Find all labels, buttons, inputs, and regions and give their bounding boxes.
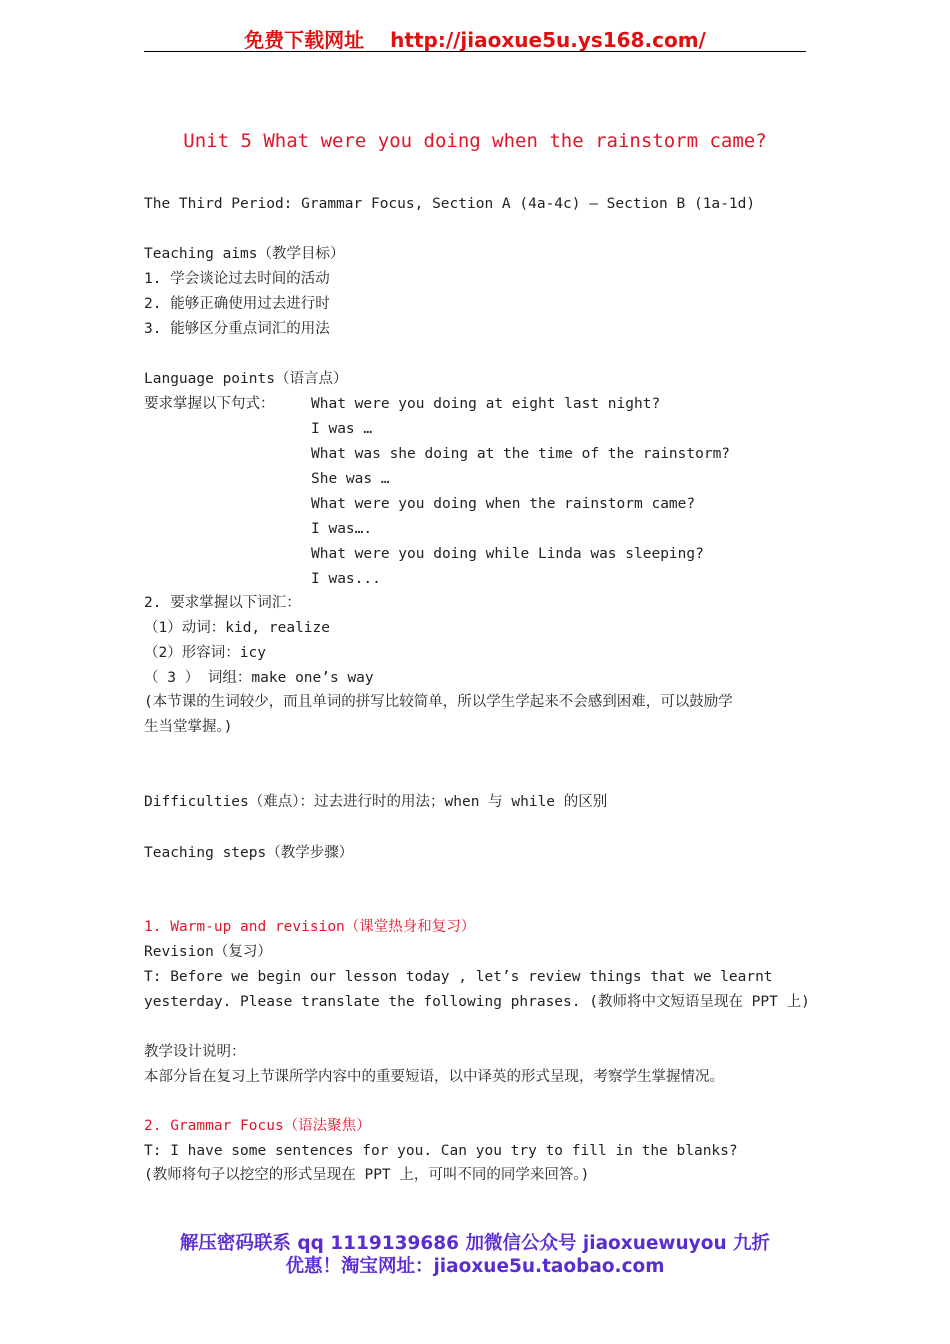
vocab-note: (本节课的生词较少，而且单词的拼写比较简单，所以学生学起来不会感到困难，可以鼓励学 — [144, 694, 733, 710]
sentence-pattern: She was … — [311, 471, 390, 487]
step1-heading: 1. Warm-up and revision（课堂热身和复习） — [144, 919, 476, 935]
design-text: 本部分旨在复习上节课所学内容中的重要短语，以中译英的形式呈现，考察学生掌握情况。 — [144, 1069, 724, 1085]
footer-line: 解压密码联系 qq 1119139686 加微信公众号 jiaoxuewuyou 九折 — [179, 1233, 771, 1254]
difficulties-line: Difficulties（难点）：过去进行时的用法；when 与 while 的区别 — [144, 794, 608, 810]
page-title: Unit 5 What were you doing when the rainstorm came? — [183, 130, 767, 152]
step2-text: T: I have some sentences for you. Can you try to fill in the blanks? — [144, 1143, 738, 1159]
revision-heading: Revision（复习） — [144, 944, 272, 960]
sentence-patterns-label: 要求掌握以下句式： — [144, 396, 275, 412]
vocab-item: （1）动词：kid, realize — [144, 620, 330, 636]
sentence-pattern: What were you doing while Linda was sleeping? — [311, 546, 704, 562]
design-label: 教学设计说明： — [144, 1044, 246, 1060]
aim-item: 3. 能够区分重点词汇的用法 — [144, 321, 330, 337]
header-rule — [144, 51, 806, 52]
aim-item: 1. 学会谈论过去时间的活动 — [144, 271, 330, 287]
sentence-pattern: I was … — [311, 421, 373, 437]
step2-heading: 2. Grammar Focus（语法聚焦） — [144, 1118, 371, 1134]
period-line: The Third Period: Grammar Focus, Section A (4a-4c) – Section B (1a-1d) — [144, 196, 756, 212]
sentence-pattern: I was... — [311, 571, 381, 587]
aim-item: 2. 能够正确使用过去进行时 — [144, 296, 330, 312]
step1-text: yesterday. Please translate the following phrases. (教师将中文短语呈现在 PPT 上) — [144, 994, 810, 1010]
sentence-pattern: What were you doing when the rainstorm came? — [311, 496, 696, 512]
sentence-pattern: I was…. — [311, 521, 373, 537]
vocab-item: （ 3 ） 词组：make one’s way — [144, 670, 374, 686]
vocab-note: 生当堂掌握。) — [144, 719, 233, 735]
header-url-link[interactable]: http://jiaoxue5u.ys168.com/ — [390, 28, 706, 52]
teaching-steps-heading: Teaching steps（教学步骤） — [144, 845, 354, 861]
vocab-item: （2）形容词：icy — [144, 645, 266, 661]
language-points-heading: Language points（语言点） — [144, 371, 348, 387]
vocab-heading: 2. 要求掌握以下词汇： — [144, 595, 301, 611]
header-label: 免费下载网址 — [244, 28, 365, 52]
step1-text: T: Before we begin our lesson today , let’s review things that we learnt — [144, 969, 773, 985]
footer-line: 优惠！淘宝网址：jiaoxue5u.taobao.com — [285, 1256, 665, 1277]
teaching-aims-heading: Teaching aims（教学目标） — [144, 246, 345, 262]
sentence-pattern: What were you doing at eight last night? — [311, 396, 661, 412]
header-banner — [0, 24, 950, 53]
step2-text: (教师将句子以挖空的形式呈现在 PPT 上，可叫不同的同学来回答。) — [144, 1167, 590, 1183]
sentence-pattern: What was she doing at the time of the rainstorm? — [311, 446, 731, 462]
